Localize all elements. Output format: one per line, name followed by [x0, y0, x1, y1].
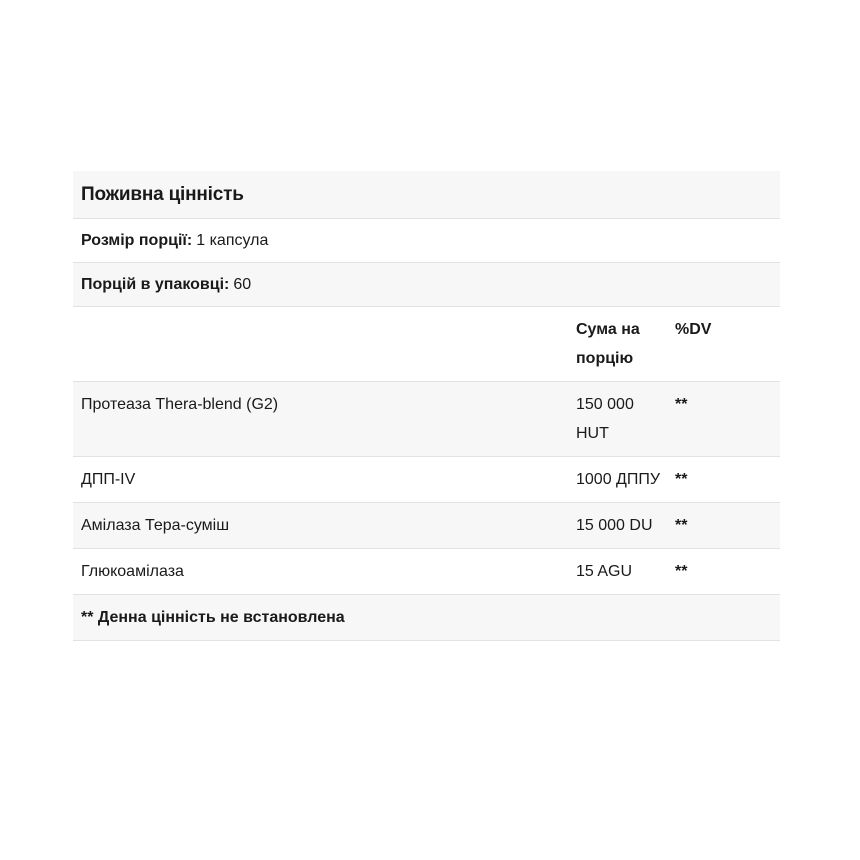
row-amount: 150 000 HUT	[576, 396, 634, 442]
row-amount: 15 AGU	[576, 563, 633, 580]
footnote-text: ** Денна цінність не встановлена	[73, 595, 780, 641]
header-name-cell	[73, 307, 568, 382]
row-name: Глюкоамілаза	[73, 549, 568, 595]
servings-per-container-label: Порцій в упаковці:	[81, 275, 230, 293]
row-amount: 1000 ДППУ	[576, 471, 661, 488]
row-amount-cell	[568, 457, 675, 503]
row-name: ДПП-IV	[73, 457, 568, 503]
header-dv-label: %DV	[675, 307, 780, 382]
nutrition-facts-panel	[73, 171, 780, 641]
row-name: Амілаза Тера-суміш	[73, 503, 568, 549]
nutrition-table	[73, 307, 780, 641]
serving-size-value: 1 капсула	[196, 231, 269, 249]
row-amount-cell	[568, 382, 675, 457]
table-row	[73, 549, 780, 595]
row-amount-cell	[568, 503, 675, 549]
table-row	[73, 457, 780, 503]
serving-size-row	[73, 219, 780, 263]
row-dv: **	[675, 549, 780, 595]
servings-per-container-value: 60	[233, 275, 252, 293]
header-amount-label: Сума на порцію	[576, 321, 640, 367]
table-row	[73, 503, 780, 549]
nutrition-title: Поживна цінність	[73, 171, 780, 219]
table-row	[73, 382, 780, 457]
serving-size-label: Розмір порції:	[81, 231, 193, 249]
table-header-row	[73, 307, 780, 382]
row-dv: **	[675, 382, 780, 457]
servings-per-container-row	[73, 263, 780, 307]
row-dv: **	[675, 503, 780, 549]
row-amount: 15 000 DU	[576, 517, 653, 534]
footnote-row	[73, 595, 780, 641]
row-dv: **	[675, 457, 780, 503]
row-amount-cell	[568, 549, 675, 595]
row-name: Протеаза Thera-blend (G2)	[73, 382, 568, 457]
header-amount-cell	[568, 307, 675, 382]
